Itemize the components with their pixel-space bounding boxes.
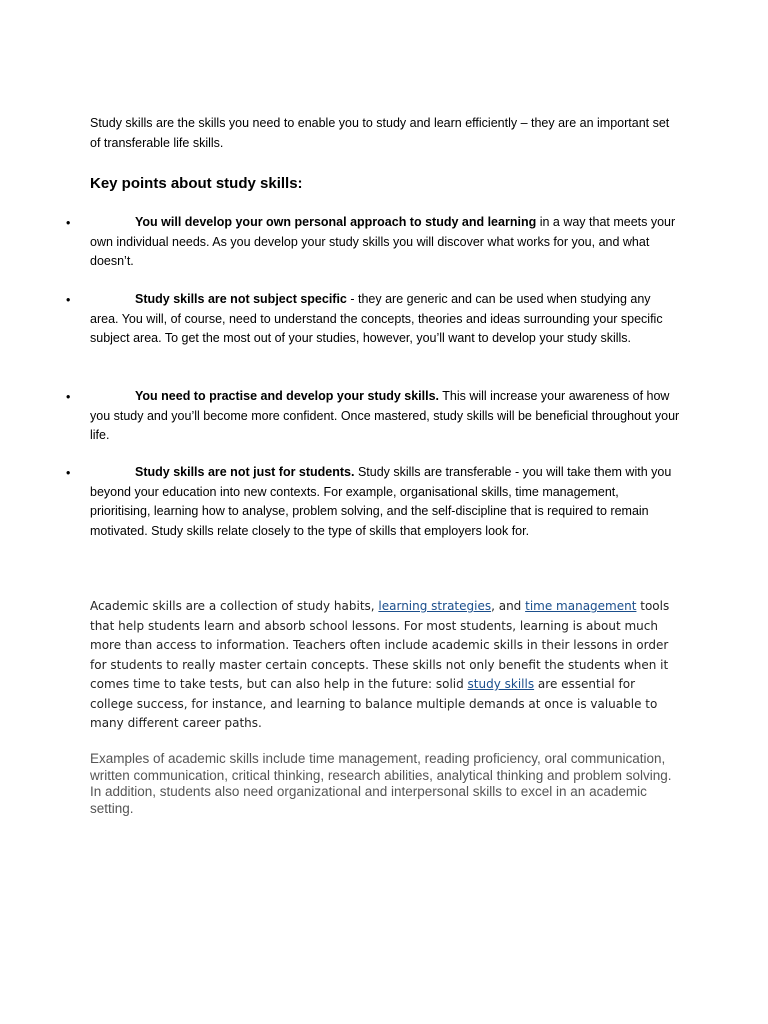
bullet-body: Study skills are transferable - you will take them with you beyond your education into new contexts. For example, organisational skills, time management, prioritising, learning how to analyse, problem solving, and the self-discipline that is required to remain motivated. Study skills relate closely to the type of skills that employers look for. xyxy=(90,465,672,538)
academic-text: tools that help students learn and absorb school lessons. For most students, learning is about much more than access to information. Teachers often include academic skills in their lessons in order for students to really master certain concepts. These skills not only benefit the students when it comes time to take tests, but can also help in the future: solid xyxy=(90,599,670,691)
bullet-icon: • xyxy=(66,466,71,480)
bullet-body: in a way that meets your own individual needs. As you develop your study skills you will discover what works for you, and what doesn’t. xyxy=(90,215,676,268)
list-item xyxy=(66,387,680,446)
bullet-text xyxy=(90,463,680,541)
academic-text: , and xyxy=(491,599,526,613)
intro-paragraph: Study skills are the skills you need to enable you to study and learn efficiently – they are an important set of transferable life skills. xyxy=(90,116,670,150)
learning-strategies-link[interactable]: learning strategies xyxy=(378,599,492,613)
bullet-body: - they are generic and can be used when studying any area. You will, of course, need to understand the concepts, theories and ideas surrounding your specific subject area. To get the most out of your studies, however, you’ll want to develop your study skills. xyxy=(90,292,663,345)
bullet-text xyxy=(90,213,680,272)
academic-text: are essential for college success, for instance, and learning to balance multiple demands at once is valuable to many different career paths. xyxy=(90,677,658,730)
examples-paragraph: Examples of academic skills include time management, reading proficiency, oral communication, written communication, critical thinking, research abilities, analytical thinking and problem solving. In addition, students also need organizational and interpersonal skills to excel in an academic setting. xyxy=(90,751,672,816)
bullet-icon: • xyxy=(66,216,71,230)
bullet-icon: • xyxy=(66,293,71,307)
bullet-text xyxy=(90,387,680,446)
bullet-lead: You will develop your own personal approach to study and learning xyxy=(135,215,537,229)
academic-text: Academic skills are a collection of study habits, xyxy=(90,599,379,613)
list-item xyxy=(66,213,680,272)
bullet-icon: • xyxy=(66,390,71,404)
bullet-lead: Study skills are not subject specific xyxy=(135,292,347,306)
bullet-text xyxy=(90,290,680,349)
bullet-body: This will increase your awareness of how you study and you’ll become more confident. Once mastered, study skills will be beneficial throughout your life. xyxy=(90,389,680,442)
time-management-link[interactable]: time management xyxy=(525,599,637,613)
list-item xyxy=(66,290,680,349)
bullet-lead: You need to practise and develop your study skills. xyxy=(135,389,440,403)
key-points-heading: Key points about study skills: xyxy=(90,175,303,192)
study-skills-link[interactable]: study skills xyxy=(467,677,535,691)
bullet-lead: Study skills are not just for students. xyxy=(135,465,355,479)
academic-skills-paragraph xyxy=(90,597,680,734)
list-item xyxy=(66,463,680,541)
